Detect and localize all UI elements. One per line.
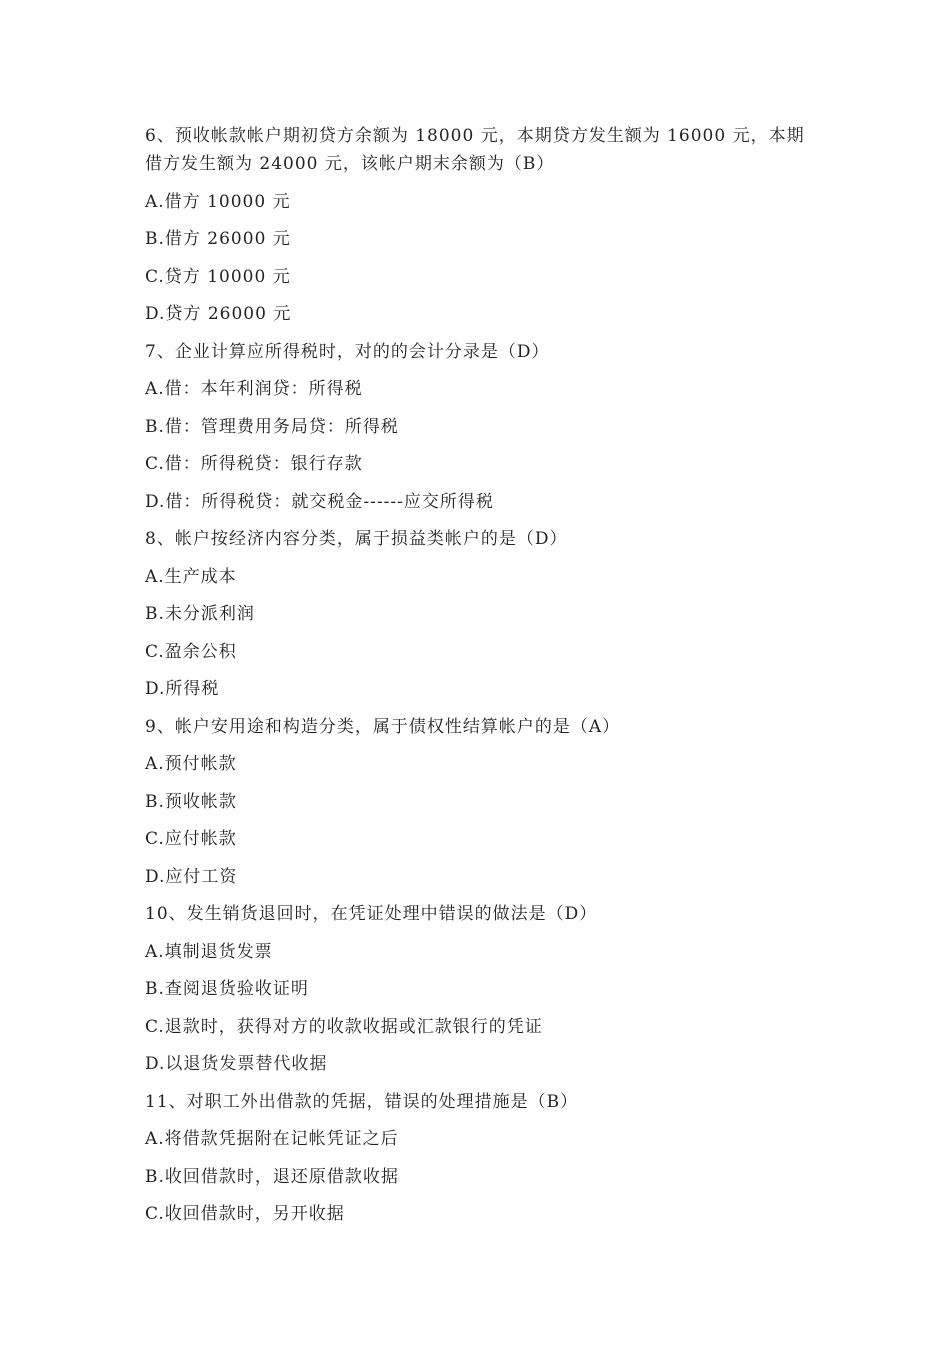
- question-8-stem: 8、帐户按经济内容分类，属于损益类帐户的是（D）: [145, 529, 568, 549]
- question-list: [145, 124, 825, 1240]
- option-item: C.应付帐款: [145, 829, 237, 849]
- option-item: D.应付工资: [145, 866, 238, 887]
- option-item: D.以退货发票替代收据: [145, 1054, 328, 1074]
- option-item: C.退款时，获得对方的收款收据或汇款银行的凭证: [145, 1016, 543, 1037]
- option-item: C.贷方 10000 元: [145, 266, 291, 287]
- question-text: 6、预收帐款帐户期初贷方余额为 18000 元，本期贷方发生额为 16000 元，本期: [145, 126, 805, 146]
- option-item: A.借方 10000 元: [145, 191, 291, 212]
- option-item: D.所得税: [145, 679, 220, 699]
- option-item: C.盈余公积: [145, 641, 237, 662]
- question-text: 借方发生额为 24000 元，该帐户期末余额为（B）: [145, 154, 555, 174]
- option-item: B.收回借款时，退还原借款收据: [145, 1166, 399, 1187]
- option-item: A.生产成本: [145, 566, 237, 587]
- option-item: D.贷方 26000 元: [145, 304, 292, 324]
- option-item: B.未分派利润: [145, 604, 255, 624]
- option-item: B.预收帐款: [145, 791, 237, 812]
- question-9-stem: 9、帐户安用途和构造分类，属于债权性结算帐户的是（A）: [145, 716, 621, 737]
- option-item: A.预付帐款: [145, 754, 237, 774]
- option-item: C.收回借款时，另开收据: [145, 1204, 345, 1224]
- question-7-stem: 7、企业计算应所得税时，对的的会计分录是（D）: [145, 341, 550, 362]
- option-item: B.借：管理费用务局贷：所得税: [145, 416, 399, 437]
- question-6-stem: [145, 124, 825, 176]
- option-item: C.借：所得税贷：银行存款: [145, 454, 363, 474]
- option-item: B.借方 26000 元: [145, 229, 291, 249]
- option-item: A.填制退货发票: [145, 941, 273, 962]
- question-11-stem: 11、对职工外出借款的凭据，错误的处理措施是（B）: [145, 1091, 579, 1112]
- option-item: D.借：所得税贷：就交税金------应交所得税: [145, 491, 494, 512]
- option-item: A.将借款凭据附在记帐凭证之后: [145, 1129, 399, 1149]
- option-item: B.查阅退货验收证明: [145, 979, 309, 999]
- option-item: A.借：本年利润贷：所得税: [145, 379, 363, 399]
- question-10-stem: 10、发生销货退回时，在凭证处理中错误的做法是（D）: [145, 904, 598, 924]
